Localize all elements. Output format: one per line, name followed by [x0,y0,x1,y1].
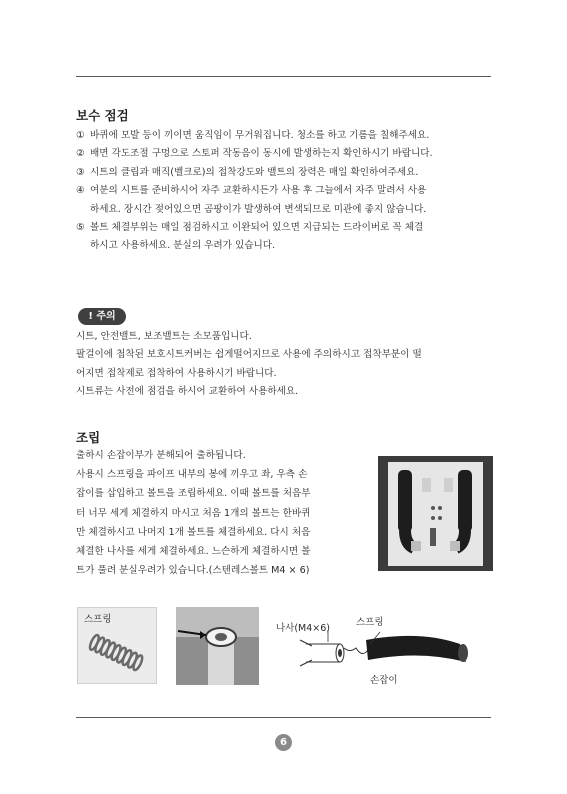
caution-line: 시트, 안전밸트, 보조밸트는 소모품입니다. [76,331,252,342]
maintenance-list [76,127,496,256]
assembly-line1: 출하시 손잡이부가 분해되어 출하됩니다. [76,450,246,461]
assembly-diagram [270,600,494,695]
list-item: ① 바퀴에 모발 등이 끼이면 움직임이 무거워집니다. 청소를 하고 기름을 칠해주세요. [76,130,430,141]
list-item: ② 배면 각도조절 구멍으로 스토퍼 작동음이 동시에 발생하는지 확인하시기 바랍니다. [76,148,433,160]
top-rule [76,76,491,77]
spring-label-2: 스프링 [356,617,384,628]
assembly-title: 조립 [76,430,101,445]
handles-photo [378,456,493,571]
spring-label: 스프링 [84,614,112,625]
screw-label: 나사(M4×6) [276,623,331,634]
list-item: ⑤ 볼트 체결부위는 매일 점검하시고 이완되어 있으면 지급되는 드라이버로 꼭 체결 하시고 사용하세요. 분실의 우려가 있습니다. [76,222,424,252]
spring-photo [77,607,157,684]
maintenance-title: 보수 점검 [76,108,129,123]
caution-line: 시트류는 사전에 점검을 하시어 교환하여 사용하세요. [76,386,299,398]
handle-label: 손잡이 [370,675,398,686]
list-item: ④ 여분의 시트를 준비하시어 자주 교환하시든가 사용 후 그늘에서 자주 말려서 사용 하세요. 장시간 젖어있으면 곰팡이가 발생하여 변색되므로 미관에 좋지 않습니다. [76,185,427,215]
list-item: ③ 시트의 클립과 매직(벨크로)의 접착강도와 밸트의 장력은 매일 확인하여주세요. [76,166,419,178]
caution-text [76,328,496,402]
page-number: 6 [275,734,292,751]
pipe-photo [176,607,259,685]
bottom-rule [76,717,491,718]
assembly-text [76,446,366,580]
caution-badge: ! 주의 [78,308,126,325]
caution-line: 팔걸이에 첩착된 보호시트커버는 쉽게떨어지므로 사용에 주의하시고 접착부분이 떨 어지면 접착제로 접착하여 사용하시기 바랍니다. [76,349,422,379]
assembly-body: 사용시 스프링을 파이프 내부의 봉에 끼우고 좌, 우측 손 잡이를 삽입하고 볼트을 조립하세요. 이때 볼트를 처음부 터 너무 세게 체결하지 마시고 처음 1개의 볼트는 한바퀴 만 체결하시고 나머지 1개 볼트를 체결하세요. 다시 처음 체결한 나사를 세게 체결하세요. 느슨하게 체결하시면 볼 트가 풀려 분실우려가 있습니다.(스텐레스볼트 M4 × 6) [76,469,311,577]
